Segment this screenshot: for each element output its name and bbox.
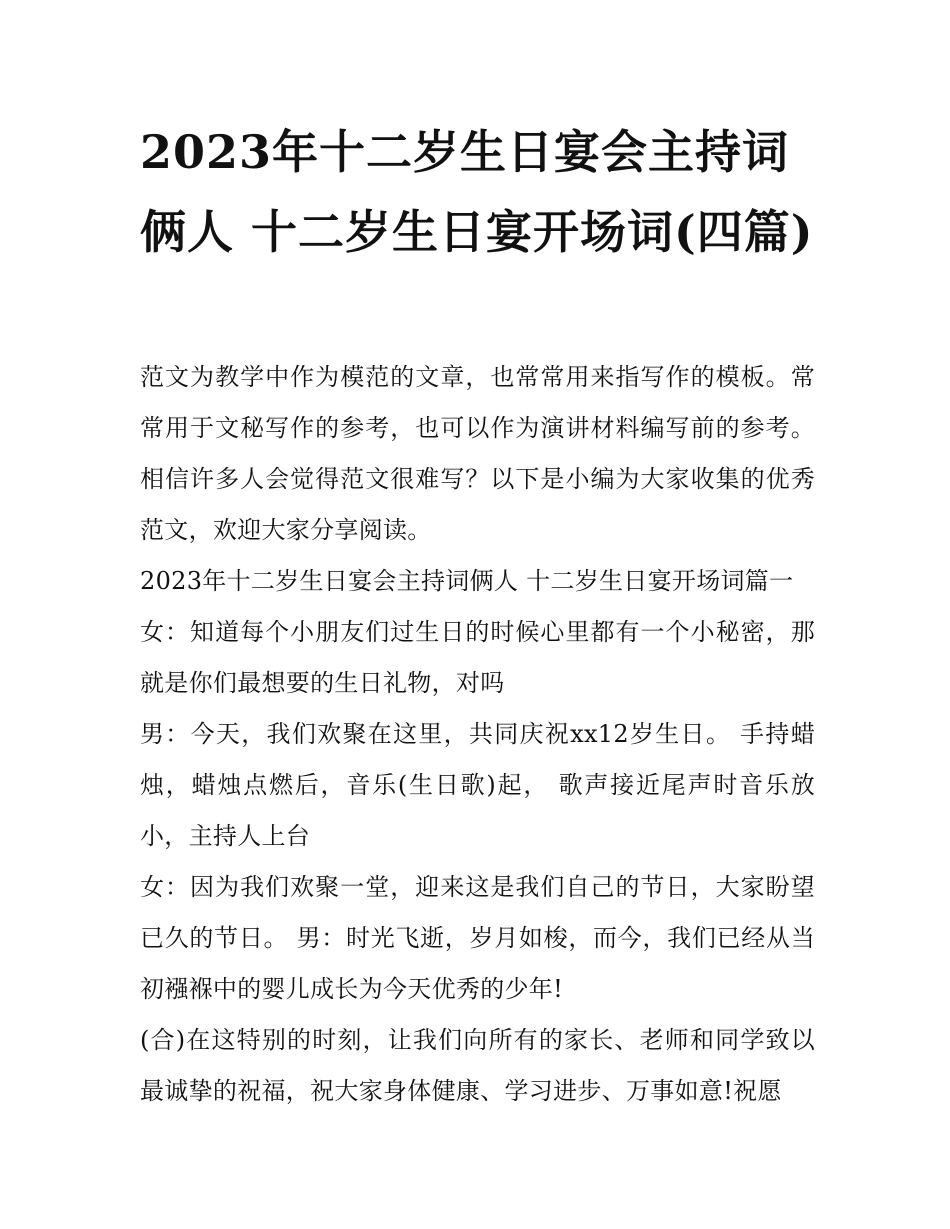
- dialogue-paragraph: 女：因为我们欢聚一堂，迎来这是我们自己的节日，大家盼望已久的节日。 男：时光飞逝，岁月如梭，而今，我们已经从当初襁褓中的婴儿成长为今天优秀的少年!: [140, 873, 815, 1003]
- document-title: 2023年十二岁生日宴会主持词俩人 十二岁生日宴开场词(四篇): [140, 125, 814, 259]
- dialogue-paragraph: 女：知道每个小朋友们过生日的时候心里都有一个小秘密，那就是你们最想要的生日礼物，对吗: [140, 618, 815, 697]
- document-body: [140, 352, 815, 1117]
- dialogue-paragraph: 男：今天，我们欢聚在这里，共同庆祝xx12岁生日。 手持蜡烛，蜡烛点燃后，音乐(生日歌)起， 歌声接近尾声时音乐放小，主持人上台: [140, 720, 815, 850]
- intro-paragraph: 范文为教学中作为模范的文章，也常常用来指写作的模板。常常用于文秘写作的参考，也可以作为演讲材料编写前的参考。相信许多人会觉得范文很难写？以下是小编为大家收集的优秀范文，欢迎大家分享阅读。: [140, 363, 815, 544]
- section-heading: 2023年十二岁生日宴会主持词俩人 十二岁生日宴开场词篇一: [140, 567, 794, 595]
- dialogue-paragraph: (合)在这特别的时刻，让我们向所有的家长、老师和同学致以最诚挚的祝福，祝大家身体健康、学习进步、万事如意!祝愿: [140, 1026, 815, 1105]
